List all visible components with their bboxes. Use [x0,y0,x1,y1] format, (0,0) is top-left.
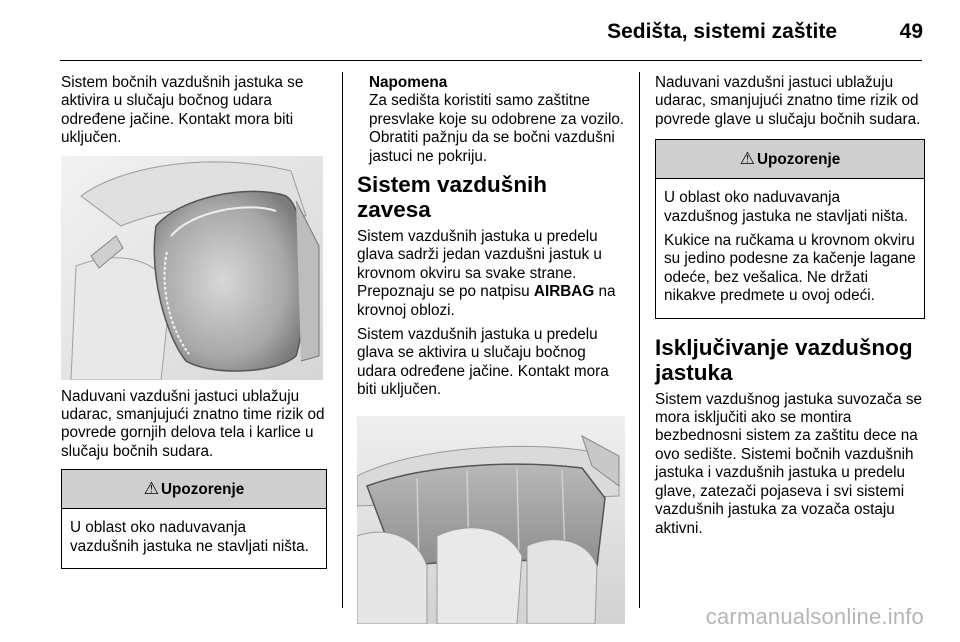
para-text: na krovnoj oblozi. [357,283,616,319]
airbag-deactivation-para: Sistem vazdušnog jastuka suvozača se mora isključiti ako se montira bezbednosni sistem za zaštitu dece na ovo sedište. Sistemi bočnih vazdušnih jastuka i vazdušnih jastuka u predelu glave, zatezači pojaseva i svi sistemi vazdušnih jastuka za vozača ostaju aktivni. [655,390,922,537]
section-heading-curtain-airbag: Sistem vazdušnih zavesa [357,172,548,223]
warning-body [62,509,326,568]
page-header-title: Sedišta, sistemi zaštite [607,20,837,43]
warning-text-1: U oblast oko naduvavanja vazdušnog jastuka ne stavljati ništa. [664,189,909,225]
column-1 [61,74,327,583]
warning-title: Upozorenje [756,151,841,169]
note-title: Napomena [369,74,448,91]
warning-box [655,139,925,318]
column-3 [655,74,925,544]
curtain-airbag-para-1 [357,228,627,320]
warning-box [61,469,327,569]
warning-text-2: Kukice na ručkama u krovnom okviru su jedino podesne za kačenje lagane odeće, bez vešalica. Ne držati nikakve predmete u ovoj odeći. [664,232,916,305]
watermark: carmanualsonline.info [705,604,924,629]
warning-header [656,140,924,179]
airbag-label: AIRBAG [533,283,595,301]
note-text: Za sedišta koristiti samo zaštitne presvlake koje su odobrene za vozilo. Obratiti pažnju da se bočni vazdušni jastuci ne pokriju. [369,92,625,165]
side-airbag-effect: Naduvani vazdušni jastuci ublažuju udarac, smanjujući znatno time rizik od povrede gornjih delova tela i karlice u slučaju bočnih sudara. [61,387,325,460]
warning-triangle-icon: ⚠ [143,479,159,499]
warning-triangle-icon: ⚠ [739,149,755,169]
side-airbag-illustration [61,156,323,380]
column-2 [357,74,627,632]
warning-header [62,470,326,509]
section-heading-airbag-deactivation: Isključivanje vazdušnog jastuka [655,334,913,385]
warning-text: U oblast oko naduvavanja vazdušnih jastuka ne stavljati ništa. [70,519,309,555]
warning-title: Upozorenje [160,481,245,499]
curtain-airbag-effect: Naduvani vazdušni jastuci ublažuju udarac, smanjujući znatno time rizik od povrede glave u slučaju bočnih sudara. [655,74,921,128]
column-divider-2 [639,72,640,608]
curtain-airbag-para-2: Sistem vazdušnih jastuka u predelu glava se aktivira u slučaju bočnog udara određene jačine. Kontakt mora biti uključen. [357,326,609,399]
warning-body [656,179,924,317]
para-text: Sistem vazdušnih jastuka u predelu glava sadrži jedan vazdušni jastuk u krovnom okviru sa svake strane. Prepoznaju se po natpisu [357,228,602,301]
header-rule [60,60,922,61]
column-divider-1 [342,72,343,608]
side-airbag-intro: Sistem bočnih vazdušnih jastuka se aktivira u slučaju bočnog udara određene jačine. Kontakt mora biti uključen. [61,74,304,147]
page-number: 49 [899,20,923,43]
curtain-airbag-illustration [357,416,625,624]
